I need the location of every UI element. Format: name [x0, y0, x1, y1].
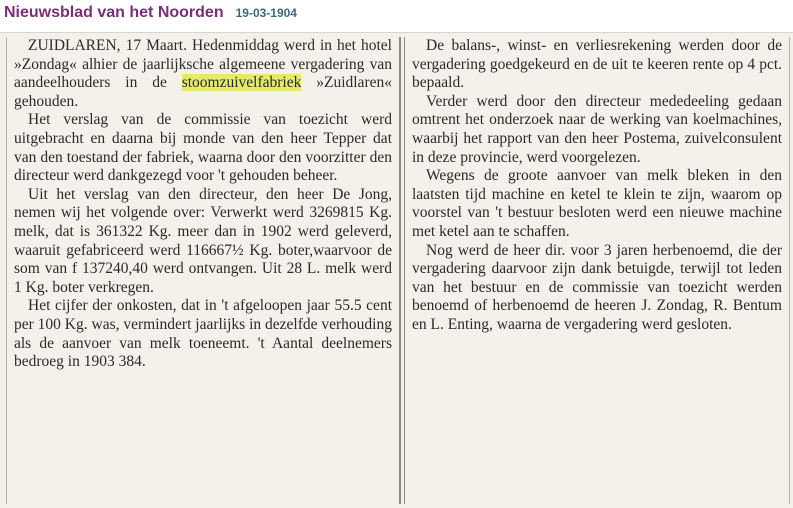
article-column-left	[14, 37, 392, 372]
article-paragraph: Nog werd de heer dir. voor 3 jaren herbenoemd, die der vergadering daarvoor zijn dank betuigde, terwijl tot leden van het bestuur en de commissie van toezicht werden benoemd of herbenoemd de heeren J. Zondag, R. Bentum en L. Enting, waarna de vergadering werd gesloten.	[412, 241, 782, 333]
article-paragraph: Uit het verslag van den directeur, den heer De Jong, nemen wij het volgende over: Verwerkt werd 3269815 Kg. melk, dat is 361322 Kg. meer dan in 1902 werd geleverd, waaruit gefabriceerd werd 116667½ Kg. boter,waarvoor de som van f 137240,40 werd ontvangen. Uit 28 L. melk werd 1 Kg. boter verkregen.	[14, 185, 392, 296]
paragraph-text: »Zuidlaren« gehouden.	[14, 74, 392, 110]
article-paragraph: Wegens de groote aanvoer van melk bleken in den laatsten tijd machine en ketel te klein te zijn, waarom op voorstel van 't bestuur besloten werd een nieuwe machine met ketel aan te schaffen.	[412, 167, 782, 240]
article-paragraph	[14, 37, 392, 111]
publication-date: 19-03-1904	[235, 6, 297, 20]
article-column-right	[412, 37, 782, 335]
paragraph-text: ZUIDLAREN, 17 Maart. Hedenmiddag werd in het hotel »Zondag« alhier de jaarlijksche algemeene vergadering van aandeelhouders in de	[14, 37, 392, 92]
column-rule-middle	[399, 37, 401, 504]
article-paragraph: De balans-, winst- en verliesrekening werden door de vergadering goedgekeurd en de uit te keeren rente op 4 pct. bepaald.	[412, 37, 782, 92]
article-paragraph: Het cijfer der onkosten, dat in 't afgeloopen jaar 55.5 cent per 100 Kg. was, vermindert jaarlijks in dezelfde verhouding als de aanvoer van melk toeneemt. 't Aantal deelnemers bedroeg in 1903 384.	[14, 297, 392, 371]
column-rule-middle-inner	[404, 37, 405, 504]
page-header	[4, 4, 297, 30]
article-paragraph: Het verslag van de commissie van toezicht werd uitgebracht en daarna bij monde van den heer Tepper dat van den toestand der fabriek, waarna door den voorzitter den directeur werd dankgezegd voor 't gehouden beheer.	[14, 111, 392, 185]
newspaper-title: Nieuwsblad van het Noorden	[4, 4, 224, 21]
column-rule-right	[789, 37, 790, 504]
newspaper-clipping	[0, 32, 793, 508]
highlighted-term: stoomzuivelfabriek	[181, 74, 302, 92]
column-rule-left	[6, 37, 7, 504]
article-paragraph: Verder werd door den directeur mededeeling gedaan omtrent het onderzoek naar de werking van koelmachines, waarbij het rapport van den heer Postema, zuivelconsulent in deze provincie, werd voorgelezen.	[412, 92, 782, 166]
